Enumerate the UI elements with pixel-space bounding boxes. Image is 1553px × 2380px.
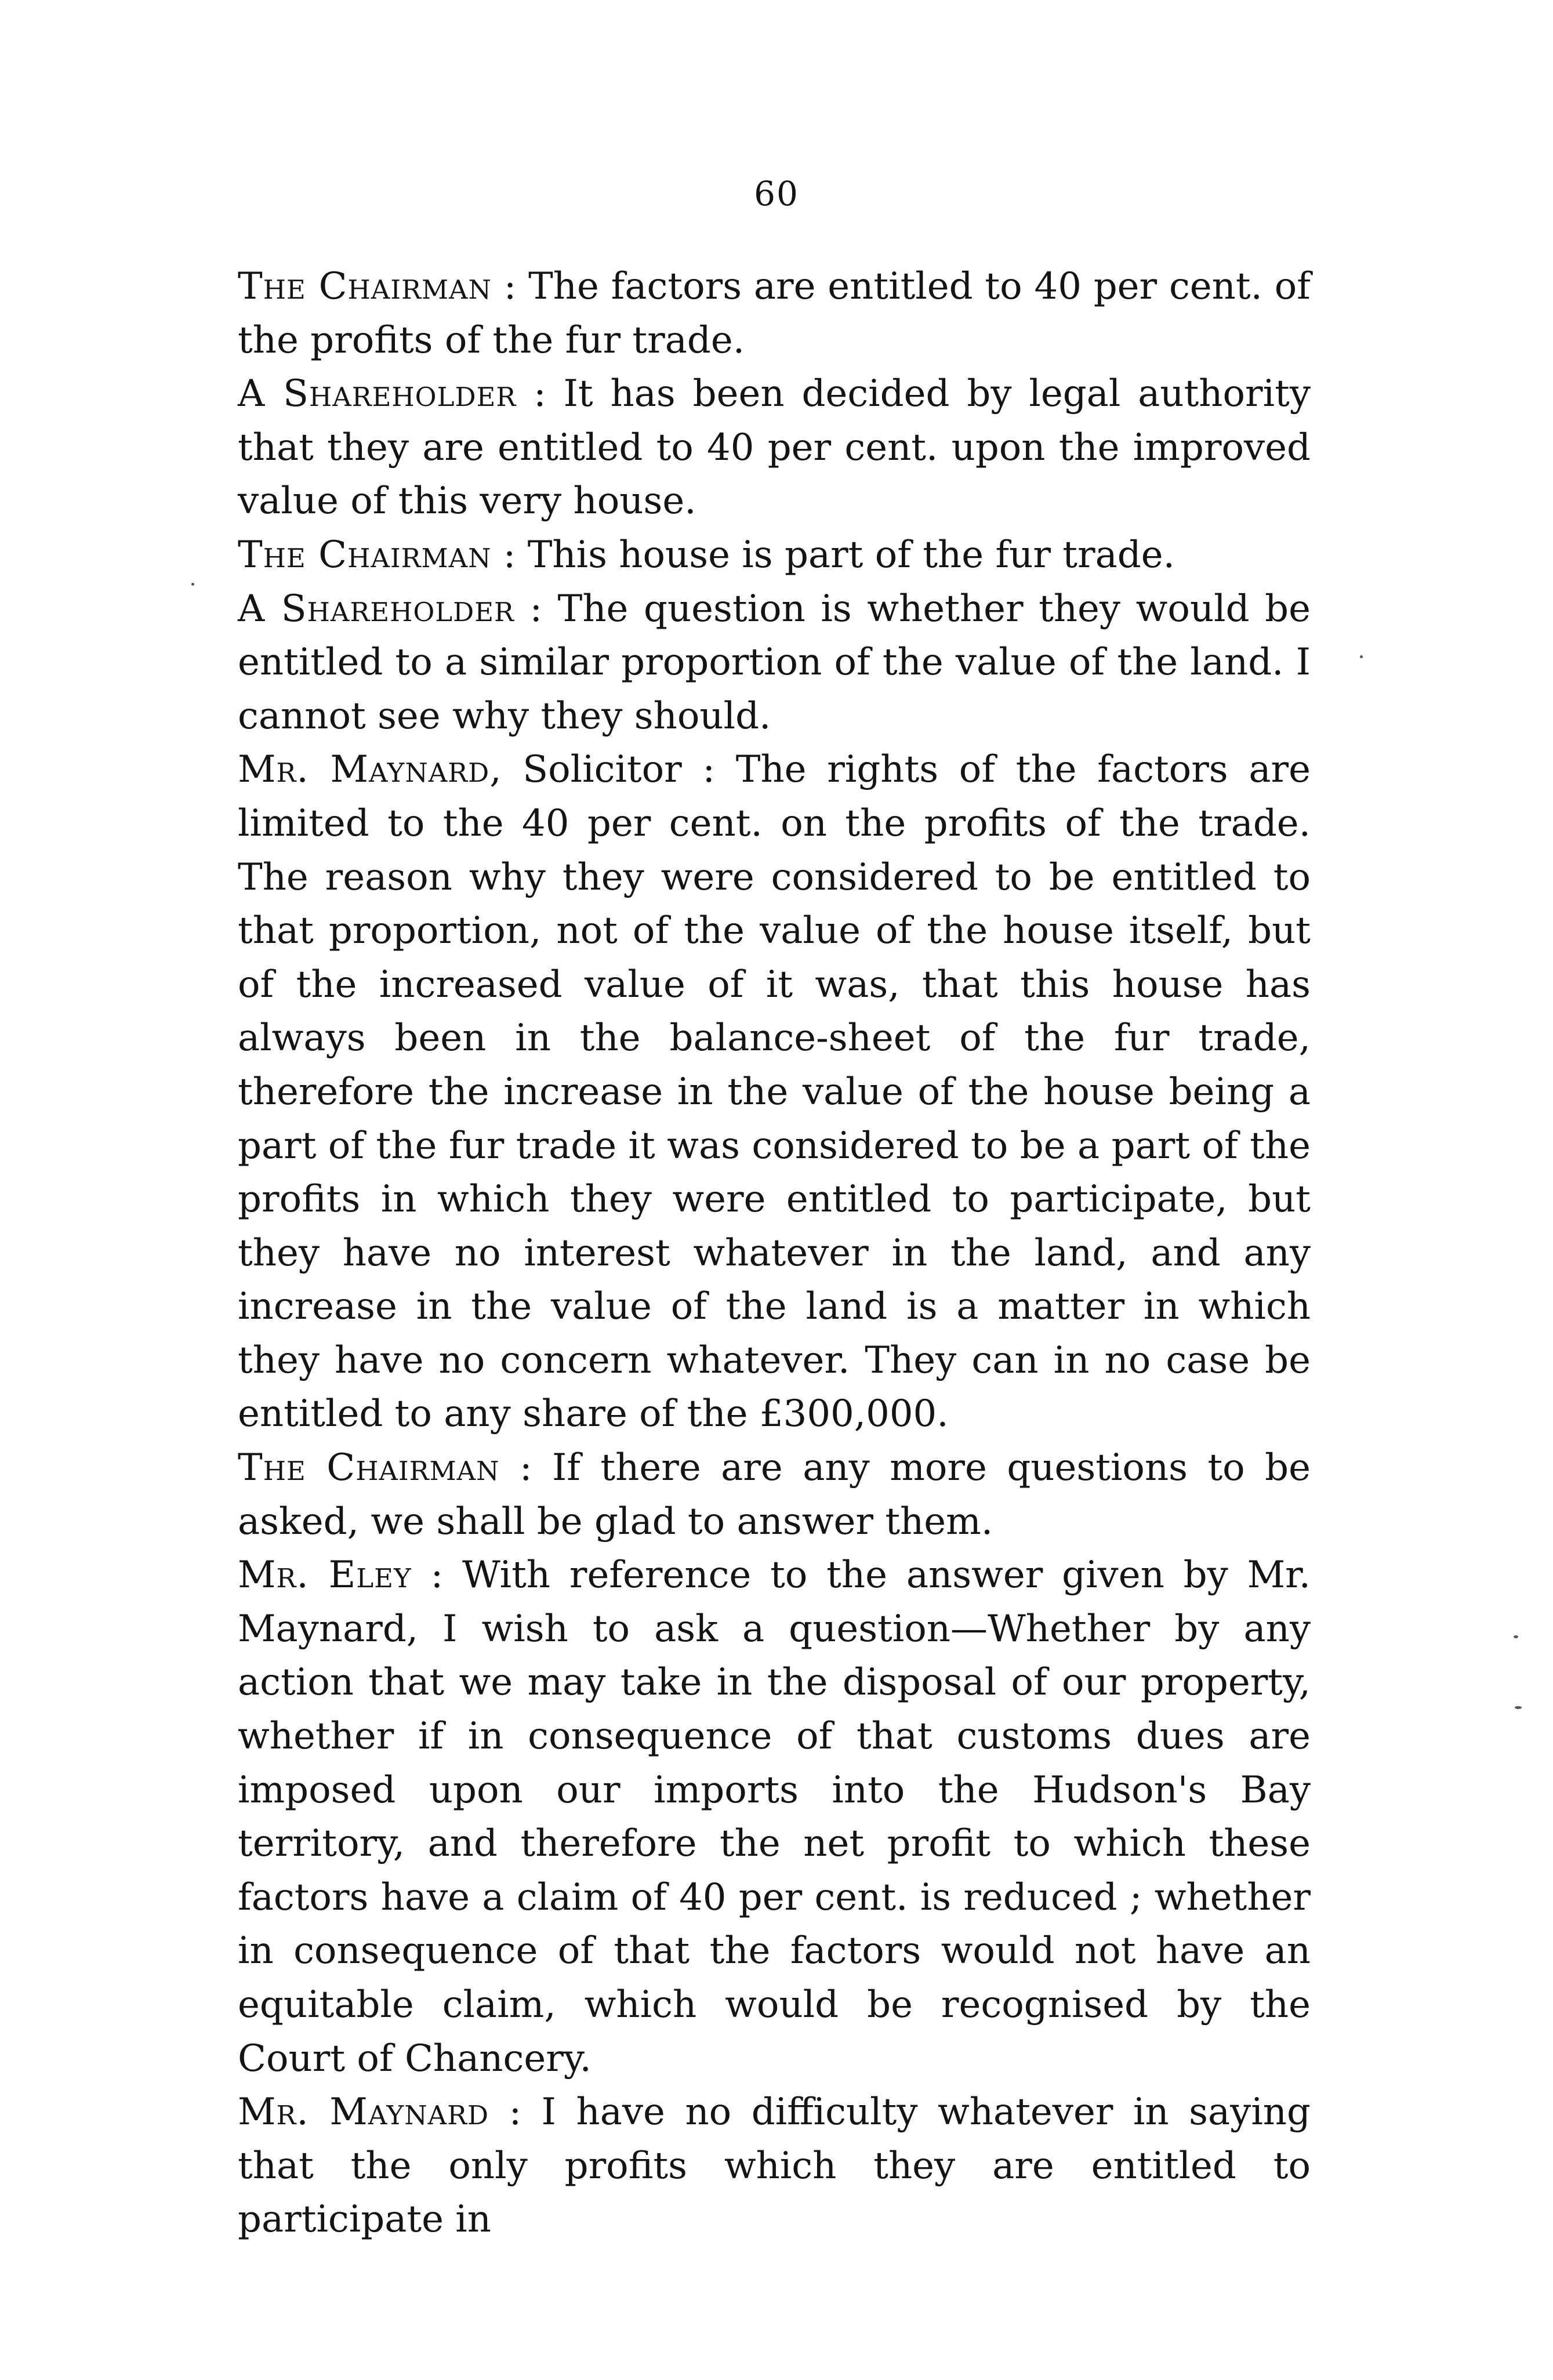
speaker-name: The Chairman [238, 533, 492, 576]
paragraph [238, 2085, 1311, 2247]
body-text [238, 260, 1311, 2247]
speaker-name: A Shareholder [238, 372, 517, 416]
paragraph-text: : I have no difficulty whatever in saying that the only profits which they are entitled to participate in [238, 2091, 1311, 2241]
scan-speck [1360, 655, 1363, 658]
paragraph [238, 743, 1311, 1441]
paragraph-text: : With reference to the answer given by Mr. Maynard, I wish to ask a question—Whether by any action that we may take in the disposal of our property, whether if in consequence of that customs dues are imposed upon our imports into the Hudson's Bay territory, and therefore the net profit to which these factors have a claim of 40 per cent. is reduced ; whether in consequence of that the factors would not have an equitable claim, which would be recognised by the Court of Chancery. [238, 1554, 1311, 2080]
scan-speck [191, 583, 194, 586]
scan-speck [1515, 1706, 1522, 1709]
speaker-name: Mr. Eley [238, 1554, 412, 1597]
paragraph [238, 582, 1311, 743]
scan-speck [1514, 1635, 1518, 1638]
paragraph-text: : The question is whether they would be entitled to a similar proportion of the value of the land. I cannot see why they should. [238, 587, 1311, 738]
paragraph-text: : If there are any more questions to be asked, we shall be glad to answer them. [238, 1446, 1311, 1543]
paragraph [238, 1441, 1311, 1548]
speaker-name: Mr. Maynard, [238, 748, 502, 792]
speaker-name: The Chairman [238, 265, 492, 308]
paragraph-text: : The factors are entitled to 40 per cent. of the profits of the fur trade. [238, 265, 1311, 362]
paragraph-text: : This house is part of the fur trade. [491, 533, 1175, 576]
speaker-name: A Shareholder [238, 587, 514, 630]
speaker-name: The Chairman [238, 1446, 500, 1490]
paragraph-text: : It has been decided by legal authority that they are entitled to 40 per cent. upon the improved value of this very house. [238, 372, 1311, 523]
paragraph-text: Solicitor : The rights of the factors are limited to the 40 per cent. on the profits of the trade. The reason why they were considered to be entitled to that proportion, not of the value of the house itself, but of the increased value of it was, that this house has always been in the balance-sheet of the fur trade, therefore the increase in the value of the house being a part of the fur trade it was considered to be a part of the profits in which they were entitled to participate, but they have no interest whatever in the land, and any increase in the value of the land is a matter in which they have no concern whatever. They can in no case be entitled to any share of the £300,000. [238, 748, 1311, 1436]
paragraph [238, 528, 1311, 582]
speaker-name: Mr. Maynard [238, 2091, 489, 2134]
page-number: 60 [754, 174, 799, 213]
paragraph [238, 260, 1311, 367]
paragraph [238, 367, 1311, 528]
paragraph [238, 1548, 1311, 2085]
